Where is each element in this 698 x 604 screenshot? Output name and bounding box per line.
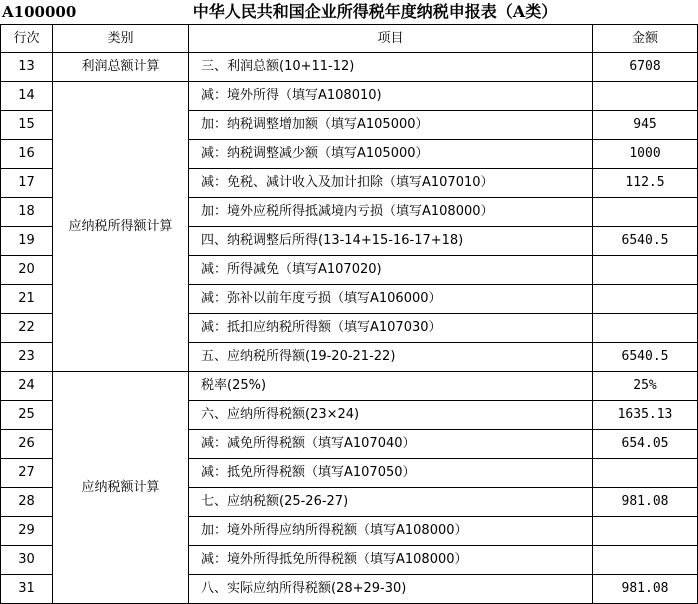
row-no-cell[interactable]: 27 [1, 459, 53, 488]
item-cell[interactable]: 七、应纳税额(25-26-27) [189, 488, 593, 517]
item-cell[interactable]: 减：减免所得税额（填写A107040） [189, 430, 593, 459]
item-cell[interactable]: 八、实际应纳所得税额(28+29-30) [189, 575, 593, 604]
item-cell[interactable]: 减：所得减免（填写A107020) [189, 256, 593, 285]
item-cell[interactable]: 减：抵免所得税额（填写A107050） [189, 459, 593, 488]
row-no-cell[interactable]: 23 [1, 343, 53, 372]
amount-cell[interactable]: 112.5 [593, 169, 698, 198]
item-cell[interactable]: 减：境外所得抵免所得税额（填写A108000） [189, 546, 593, 575]
row-no-cell[interactable]: 13 [1, 53, 53, 82]
item-cell[interactable]: 减：免税、减计收入及加计扣除（填写A107010） [189, 169, 593, 198]
header-amount: 金额 [593, 25, 698, 53]
amount-cell[interactable] [593, 517, 698, 546]
amount-cell[interactable]: 654.05 [593, 430, 698, 459]
tax-return-table [0, 24, 698, 604]
table-header-row [1, 25, 698, 53]
row-no-cell[interactable]: 24 [1, 372, 53, 401]
row-no-cell[interactable]: 25 [1, 401, 53, 430]
amount-cell[interactable]: 1000 [593, 140, 698, 169]
amount-cell[interactable] [593, 285, 698, 314]
item-cell[interactable]: 税率(25%) [189, 372, 593, 401]
item-cell[interactable]: 加：境外应税所得抵减境内亏损（填写A108000） [189, 198, 593, 227]
amount-cell[interactable]: 6708 [593, 53, 698, 82]
row-no-cell[interactable]: 17 [1, 169, 53, 198]
item-cell[interactable]: 三、利润总额(10+11-12) [189, 53, 593, 82]
row-no-cell[interactable]: 26 [1, 430, 53, 459]
table-row [1, 82, 698, 111]
item-cell[interactable]: 减：弥补以前年度亏损（填写A106000） [189, 285, 593, 314]
row-no-cell[interactable]: 22 [1, 314, 53, 343]
amount-cell[interactable] [593, 82, 698, 111]
amount-cell[interactable] [593, 198, 698, 227]
row-no-cell[interactable]: 31 [1, 575, 53, 604]
row-no-cell[interactable]: 19 [1, 227, 53, 256]
row-no-cell[interactable]: 20 [1, 256, 53, 285]
row-no-cell[interactable]: 29 [1, 517, 53, 546]
amount-cell[interactable] [593, 459, 698, 488]
form-title: 中华人民共和国企业所得税年度纳税申报表（A类） [192, 2, 558, 21]
header-category: 类别 [53, 25, 189, 53]
row-no-cell[interactable]: 14 [1, 82, 53, 111]
amount-cell[interactable]: 981.08 [593, 488, 698, 517]
category-profit-cell[interactable]: 利润总额计算 [53, 53, 189, 82]
header-row-no: 行次 [1, 25, 53, 53]
amount-cell[interactable] [593, 256, 698, 285]
row-no-cell[interactable]: 16 [1, 140, 53, 169]
item-cell[interactable]: 加：境外所得应纳所得税额（填写A108000） [189, 517, 593, 546]
category-tax-payable-cell[interactable]: 应纳税额计算 [53, 372, 189, 604]
amount-cell[interactable]: 6540.5 [593, 343, 698, 372]
table-row [1, 53, 698, 82]
item-cell[interactable]: 减：纳税调整减少额（填写A105000） [189, 140, 593, 169]
amount-cell[interactable]: 6540.5 [593, 227, 698, 256]
amount-cell[interactable]: 1635.13 [593, 401, 698, 430]
amount-cell[interactable] [593, 546, 698, 575]
category-taxable-income-cell[interactable]: 应纳税所得额计算 [53, 82, 189, 372]
row-no-cell[interactable]: 18 [1, 198, 53, 227]
item-cell[interactable]: 四、纳税调整后所得(13-14+15-16-17+18) [189, 227, 593, 256]
amount-cell[interactable]: 981.08 [593, 575, 698, 604]
item-cell[interactable]: 六、应纳所得税额(23×24) [189, 401, 593, 430]
item-cell[interactable]: 加：纳税调整增加额（填写A105000） [189, 111, 593, 140]
row-no-cell[interactable]: 28 [1, 488, 53, 517]
row-no-cell[interactable]: 30 [1, 546, 53, 575]
header-item: 项目 [189, 25, 593, 53]
row-no-cell[interactable]: 15 [1, 111, 53, 140]
form-code: A100000 [2, 3, 77, 21]
item-cell[interactable]: 五、应纳税所得额(19-20-21-22) [189, 343, 593, 372]
amount-cell[interactable] [593, 314, 698, 343]
table-row [1, 372, 698, 401]
item-cell[interactable]: 减：抵扣应纳税所得额（填写A107030） [189, 314, 593, 343]
item-cell[interactable]: 减：境外所得（填写A108010) [189, 82, 593, 111]
amount-cell[interactable]: 945 [593, 111, 698, 140]
row-no-cell[interactable]: 21 [1, 285, 53, 314]
amount-cell[interactable]: 25% [593, 372, 698, 401]
